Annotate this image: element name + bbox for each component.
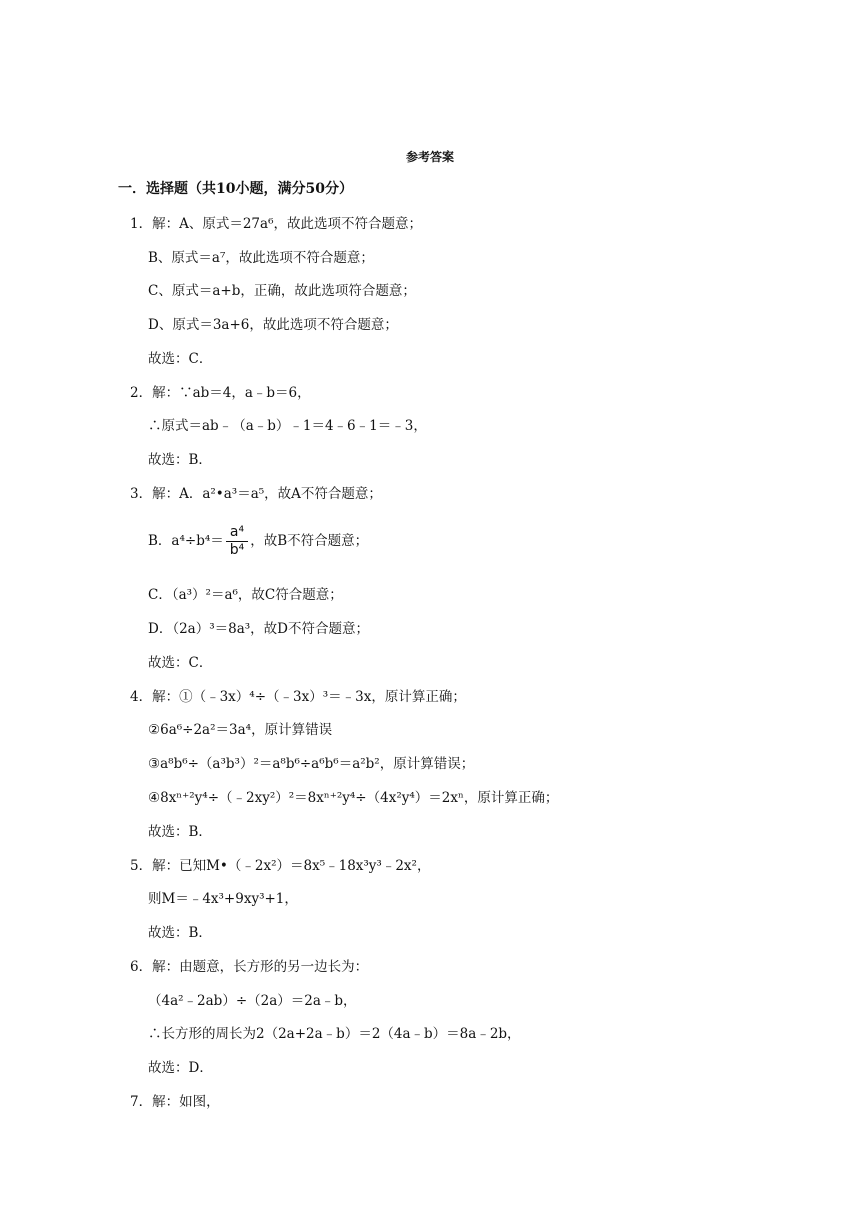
answer-line: ②6a⁶÷2a²＝3a⁴，原计算错误 — [148, 722, 333, 738]
fraction-suffix: ，故B不符合题意； — [250, 533, 369, 549]
answer-line-fraction — [148, 519, 368, 563]
answer-line-1: 1．解：A、原式＝27a⁶，故此选项不符合题意； — [130, 216, 422, 232]
page-title: 参考答案 — [405, 150, 454, 164]
answer-line: ∴原式＝ab﹣（a﹣b）﹣1＝4﹣6﹣1＝﹣3， — [148, 418, 427, 434]
answer-line: B、原式＝a⁷，故此选项不符合题意； — [148, 250, 374, 266]
answer-line-6: 6．解：由题意，长方形的另一边长为： — [130, 959, 369, 975]
answer-line: C、原式＝a+b，正确，故此选项符合题意； — [148, 283, 416, 299]
answer-line-7: 7．解：如图， — [130, 1094, 220, 1110]
section-heading: 一．选择题（共10小题，满分50分） — [118, 181, 353, 197]
answer-conclusion: 故选：C． — [148, 351, 213, 367]
answer-line: （4a²﹣2ab）÷（2a）＝2a﹣b， — [148, 993, 357, 1009]
answer-conclusion: 故选：B． — [148, 452, 212, 468]
answer-line: ∴长方形的周长为2（2a+2a﹣b）＝2（4a﹣b）＝8a﹣2b， — [148, 1026, 521, 1042]
fraction-prefix: B．a⁴÷b⁴＝ — [148, 533, 224, 549]
answer-conclusion: 故选：D． — [148, 1060, 213, 1076]
answer-line: ④8xⁿ⁺²y⁴÷（﹣2xy²）²＝8xⁿ⁺²y⁴÷（4x²y⁴）＝2xⁿ，原计算正确； — [148, 790, 559, 806]
answer-line: D．（2a）³＝8a³，故D不符合题意； — [148, 621, 369, 637]
answer-conclusion: 故选：B． — [148, 824, 212, 840]
answer-line: D、原式＝3a+6，故此选项不符合题意； — [148, 317, 398, 333]
answer-line: C．（a³）²＝a⁶，故C符合题意； — [148, 587, 343, 603]
answer-conclusion: 故选：B． — [148, 925, 212, 941]
answer-line: ③a⁸b⁶÷（a³b³）²＝a⁸b⁶÷a⁶b⁶＝a²b²，原计算错误； — [148, 756, 475, 772]
fraction-denominator: b⁴ — [229, 542, 245, 558]
answer-line-4: 4．解：①（﹣3x）⁴÷（﹣3x）³＝﹣3x，原计算正确； — [130, 689, 466, 705]
fraction-numerator: a⁴ — [226, 524, 249, 542]
answer-line: 则M＝﹣4x³+9xy³+1， — [148, 891, 298, 907]
answer-line-5: 5．解：已知M•（﹣2x²）＝8x⁵﹣18x³y³﹣2x²， — [130, 858, 431, 874]
fraction — [226, 524, 249, 559]
answer-line-3: 3．解：A．a²•a³＝a⁵，故A不符合题意； — [130, 486, 382, 502]
answer-line-2: 2．解：∵ab＝4，a﹣b＝6， — [130, 385, 311, 401]
answer-conclusion: 故选：C． — [148, 655, 213, 671]
